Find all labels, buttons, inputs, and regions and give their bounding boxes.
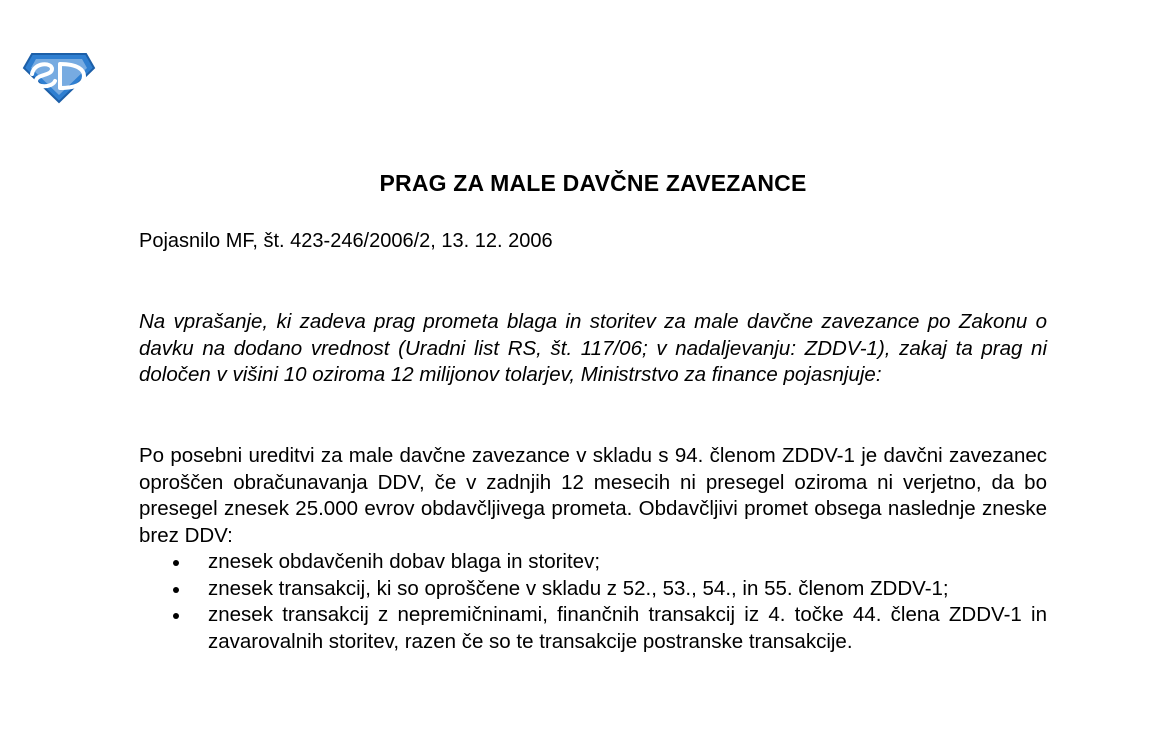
list-item — [139, 549, 1047, 576]
main-paragraph: Po posebni ureditvi za male davčne zavezance v skladu s 94. členom ZDDV-1 je davčni zavezanec oproščen obračunavanja DDV, če v zadnjih 12 mesecih ni presegel oziroma ni verjetno, da bo presegel znesek 25.000 evrov obdavčljivega prometa. Obdavčljivi promet obsega naslednje zneske brez DDV: — [139, 444, 1047, 547]
list-item-text: znesek obdavčenih dobav blaga in storitev; — [208, 550, 601, 573]
document-reference: Pojasnilo MF, št. 423-246/2006/2, 13. 12. 2006 — [139, 230, 553, 252]
bullet-icon — [173, 613, 179, 619]
sd-shield-logo-icon — [22, 50, 96, 104]
list-item — [139, 602, 1047, 655]
turnover-list — [139, 549, 1047, 655]
document-title: PRAG ZA MALE DAVČNE ZAVEZANCE — [379, 170, 807, 196]
intro-question: Na vprašanje, ki zadeva prag prometa blaga in storitev za male davčne zavezance po Zakonu o davku na dodano vrednost (Uradni list RS, št. 117/06; v nadaljevanju: ZDDV-1), zakaj ta prag ni določen v višini 10 oziroma 12 milijonov tolarjev, Ministrstvo za finance pojasnjuje: — [139, 310, 1047, 386]
bullet-icon — [173, 560, 179, 566]
list-item-text: znesek transakcij, ki so oproščene v skladu z 52., 53., 54., in 55. členom ZDDV-1; — [208, 576, 949, 600]
bullet-icon — [173, 587, 179, 593]
list-item — [139, 576, 1047, 603]
list-item-text: znesek transakcij z nepremičninami, finančnih transakcij iz 4. točke 44. člena ZDDV-1 in zavarovalnih storitev, razen če so te transakcije postranske transakcije. — [208, 603, 1047, 653]
